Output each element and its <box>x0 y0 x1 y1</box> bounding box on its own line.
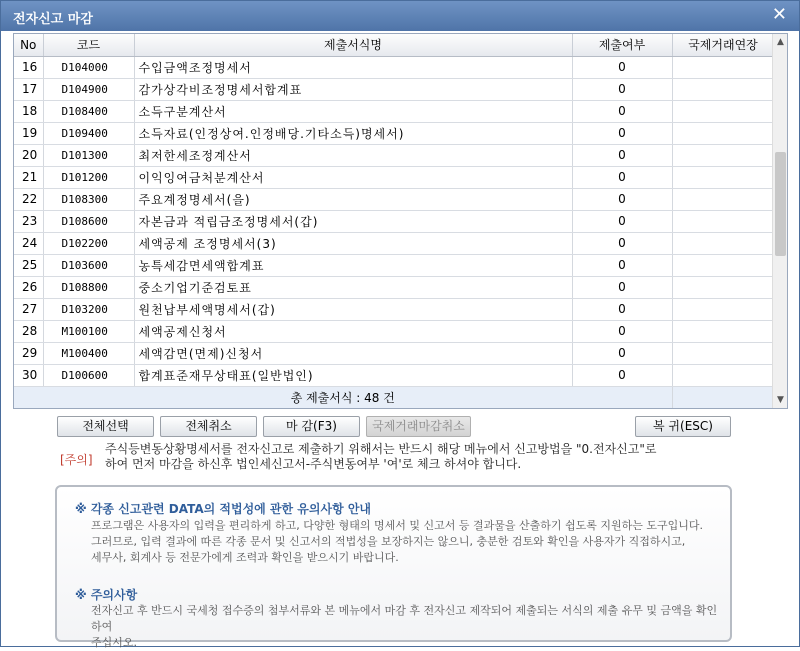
footer-empty-cell <box>672 386 774 408</box>
table-footer-row <box>14 386 774 408</box>
row-code-cell[interactable]: D101200 <box>43 166 134 188</box>
forms-grid <box>13 33 788 409</box>
row-form-name-cell[interactable]: 감가상각비조정명세서합계표 <box>134 78 572 100</box>
table-row[interactable] <box>14 122 774 144</box>
row-intl-cell[interactable] <box>672 188 774 210</box>
row-no-cell[interactable]: 21 <box>14 166 43 188</box>
row-form-name-cell[interactable]: 수입금액조정명세서 <box>134 56 572 78</box>
row-no-cell[interactable]: 30 <box>14 364 43 386</box>
row-intl-cell[interactable] <box>672 78 774 100</box>
row-submit-cell[interactable]: 0 <box>572 276 672 298</box>
row-code-cell[interactable]: D108300 <box>43 188 134 210</box>
row-intl-cell[interactable] <box>672 100 774 122</box>
row-code-cell[interactable]: D108600 <box>43 210 134 232</box>
intl-deadline-cancel-button[interactable]: 국제거래마감취소 <box>366 416 471 437</box>
notice-tag: [주의] <box>60 453 93 467</box>
info-body-line: 그러므로, 입력 결과에 따른 각종 문서 및 신고서의 적법성을 보장하지는 않으니, 충분한 검토와 확인을 사용자가 직접하시고, <box>91 535 686 548</box>
row-submit-cell[interactable]: 0 <box>572 122 672 144</box>
row-intl-cell[interactable] <box>672 144 774 166</box>
row-form-name-cell[interactable]: 소득자료(인정상여.인정배당.기타소득)명세서) <box>134 122 572 144</box>
info-body-line: 주십시오. <box>91 636 138 649</box>
row-intl-cell[interactable] <box>672 122 774 144</box>
table-row[interactable] <box>14 144 774 166</box>
column-header-code[interactable]: 코드 <box>43 34 134 56</box>
title-bar[interactable] <box>1 1 799 31</box>
table-row[interactable] <box>14 210 774 232</box>
row-form-name-cell[interactable]: 자본금과 적립금조정명세서(갑) <box>134 210 572 232</box>
table-row[interactable] <box>14 232 774 254</box>
row-intl-cell[interactable] <box>672 298 774 320</box>
row-submit-cell[interactable]: 0 <box>572 342 672 364</box>
row-no-cell[interactable]: 18 <box>14 100 43 122</box>
row-form-name-cell[interactable]: 원천납부세액명세서(갑) <box>134 298 572 320</box>
row-submit-cell[interactable]: 0 <box>572 144 672 166</box>
table-row[interactable] <box>14 342 774 364</box>
info-title-caution: ※ 주의사항 <box>75 588 138 602</box>
row-submit-cell[interactable]: 0 <box>572 100 672 122</box>
notice-text <box>105 442 705 472</box>
table-row[interactable] <box>14 78 774 100</box>
info-title-validity: ※ 각종 신고관련 DATA의 적법성에 관한 유의사항 안내 <box>75 502 372 516</box>
table-row[interactable] <box>14 188 774 210</box>
row-intl-cell[interactable] <box>672 364 774 386</box>
close-deadline-button[interactable]: 마 감(F3) <box>263 416 360 437</box>
row-code-cell[interactable]: M100400 <box>43 342 134 364</box>
row-no-cell[interactable]: 29 <box>14 342 43 364</box>
row-submit-cell[interactable]: 0 <box>572 78 672 100</box>
row-no-cell[interactable]: 23 <box>14 210 43 232</box>
row-submit-cell[interactable]: 0 <box>572 232 672 254</box>
column-header-intl[interactable]: 국제거래연장 <box>672 34 774 56</box>
notice-line-1: 주식등변동상황명세서를 전자신고로 제출하기 위해서는 반드시 해당 메뉴에서 신고방법을 "0.전자신고"로 <box>105 442 657 456</box>
row-submit-cell[interactable]: 0 <box>572 188 672 210</box>
row-code-cell[interactable]: D100600 <box>43 364 134 386</box>
column-header-submit[interactable]: 제출여부 <box>572 34 672 56</box>
row-form-name-cell[interactable]: 세액감면(면제)신청서 <box>134 342 572 364</box>
row-no-cell[interactable]: 16 <box>14 56 43 78</box>
row-no-cell[interactable]: 27 <box>14 298 43 320</box>
row-code-cell[interactable]: D103200 <box>43 298 134 320</box>
row-submit-cell[interactable]: 0 <box>572 166 672 188</box>
row-intl-cell[interactable] <box>672 320 774 342</box>
row-form-name-cell[interactable]: 세액공제신청서 <box>134 320 572 342</box>
row-code-cell[interactable]: D108400 <box>43 100 134 122</box>
row-form-name-cell[interactable]: 이익잉여금처분계산서 <box>134 166 572 188</box>
table-header-row <box>14 34 774 56</box>
restore-button[interactable]: 복 귀(ESC) <box>635 416 731 437</box>
column-header-form-name[interactable]: 제출서식명 <box>134 34 572 56</box>
vertical-scrollbar[interactable] <box>772 34 787 408</box>
forms-table <box>14 34 775 408</box>
cancel-all-button[interactable]: 전체취소 <box>160 416 257 437</box>
column-header-no[interactable]: No <box>14 34 43 56</box>
row-intl-cell[interactable] <box>672 210 774 232</box>
info-box <box>55 485 732 649</box>
row-submit-cell[interactable]: 0 <box>572 320 672 342</box>
row-form-name-cell[interactable]: 농특세감면세액합계표 <box>134 254 572 276</box>
row-code-cell[interactable]: M100100 <box>43 320 134 342</box>
row-intl-cell[interactable] <box>672 56 774 78</box>
table-row[interactable] <box>14 364 774 386</box>
notice-line-2: 하여 먼저 마감을 하신후 법인세신고서-주식변동여부 '여'로 체크 하셔야 합니다. <box>105 457 522 471</box>
info-body-line: 전자신고 후 반드시 국세청 접수증의 첨부서류와 본 메뉴에서 마감 후 전자신고 제작되어 제출되는 서식의 제출 유무 및 금액을 확인하여 <box>91 604 718 633</box>
row-intl-cell[interactable] <box>672 342 774 364</box>
row-submit-cell[interactable]: 0 <box>572 254 672 276</box>
row-no-cell[interactable]: 24 <box>14 232 43 254</box>
row-no-cell[interactable]: 17 <box>14 78 43 100</box>
table-row[interactable] <box>14 276 774 298</box>
row-code-cell[interactable]: D104000 <box>43 56 134 78</box>
scroll-down-icon[interactable]: ▼ <box>777 395 784 405</box>
table-row[interactable] <box>14 56 774 78</box>
row-code-cell[interactable]: D109400 <box>43 122 134 144</box>
row-no-cell[interactable]: 20 <box>14 144 43 166</box>
scroll-thumb[interactable] <box>775 152 786 256</box>
row-no-cell[interactable]: 22 <box>14 188 43 210</box>
row-intl-cell[interactable] <box>672 166 774 188</box>
info-body-line: 세무사, 회계사 등 전문가에게 조력과 확인을 받으시기 바랍니다. <box>91 551 399 564</box>
row-form-name-cell[interactable]: 소득구분계산서 <box>134 100 572 122</box>
row-form-name-cell[interactable]: 합계표준재무상태표(일반법인) <box>134 364 572 386</box>
row-submit-cell[interactable]: 0 <box>572 298 672 320</box>
row-form-name-cell[interactable]: 세액공제 조정명세서(3) <box>134 232 572 254</box>
row-code-cell[interactable]: D101300 <box>43 144 134 166</box>
row-code-cell[interactable]: D103600 <box>43 254 134 276</box>
close-icon[interactable]: ✕ <box>771 4 787 25</box>
total-count: 총 제출서식 : 48 건 <box>14 386 672 408</box>
info-body-line: 프로그램은 사용자의 입력을 편리하게 하고, 다양한 형태의 명세서 및 신고서 등 결과물을 산출하기 쉽도록 지원하는 도구입니다. <box>91 519 703 532</box>
row-submit-cell[interactable]: 0 <box>572 56 672 78</box>
row-code-cell[interactable]: D104900 <box>43 78 134 100</box>
table-row[interactable] <box>14 100 774 122</box>
window-title: 전자신고 마감 <box>13 12 93 27</box>
select-all-button[interactable]: 전체선택 <box>57 416 154 437</box>
row-form-name-cell[interactable]: 최저한세조정계산서 <box>134 144 572 166</box>
table-row[interactable] <box>14 166 774 188</box>
row-code-cell[interactable]: D102200 <box>43 232 134 254</box>
row-intl-cell[interactable] <box>672 232 774 254</box>
table-row[interactable] <box>14 298 774 320</box>
row-submit-cell[interactable]: 0 <box>572 364 672 386</box>
info-body-validity <box>91 518 721 566</box>
row-code-cell[interactable]: D108800 <box>43 276 134 298</box>
row-form-name-cell[interactable]: 중소기업기준검토표 <box>134 276 572 298</box>
row-form-name-cell[interactable]: 주요계정명세서(을) <box>134 188 572 210</box>
row-intl-cell[interactable] <box>672 254 774 276</box>
table-row[interactable] <box>14 320 774 342</box>
scroll-up-icon[interactable]: ▲ <box>777 37 784 47</box>
row-no-cell[interactable]: 25 <box>14 254 43 276</box>
info-body-caution <box>91 603 721 651</box>
row-no-cell[interactable]: 19 <box>14 122 43 144</box>
row-submit-cell[interactable]: 0 <box>572 210 672 232</box>
row-no-cell[interactable]: 28 <box>14 320 43 342</box>
row-no-cell[interactable]: 26 <box>14 276 43 298</box>
table-row[interactable] <box>14 254 774 276</box>
row-intl-cell[interactable] <box>672 276 774 298</box>
